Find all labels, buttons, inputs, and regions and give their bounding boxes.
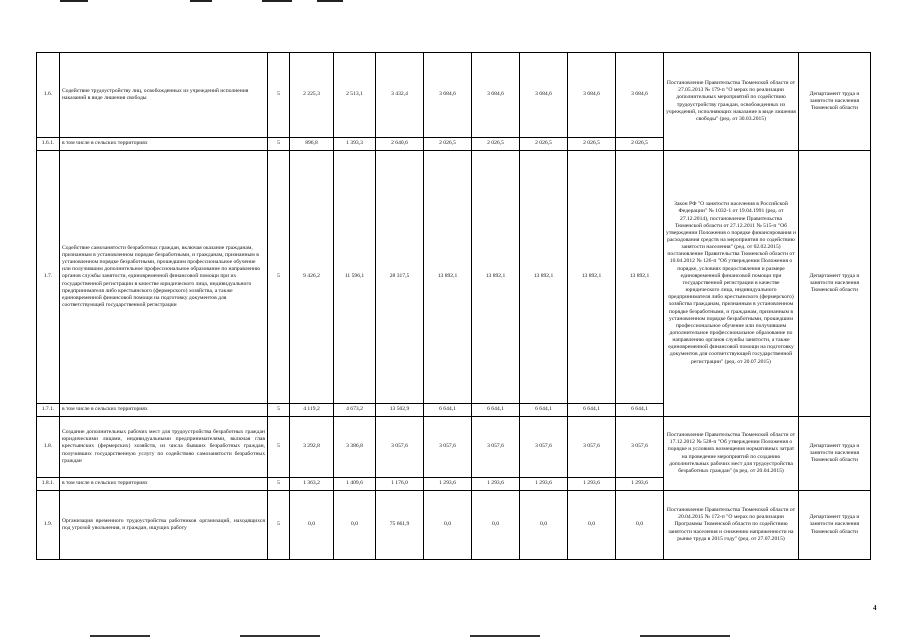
row-number: 1.9.	[37, 491, 60, 560]
value-cell: 2 640,6	[376, 138, 424, 151]
measure-description: в том числе в сельских территориях	[60, 138, 268, 151]
unit-cell: 5	[268, 404, 290, 417]
row-number: 1.6.1.	[37, 138, 60, 151]
value-cell: 0,0	[424, 491, 472, 560]
value-cell: 3 684,6	[472, 53, 520, 138]
responsible-executor: Департамент труда и занятости населения Тюменской области	[799, 417, 871, 491]
value-cell: 2 026,5	[616, 138, 664, 151]
value-cell: 13 892,1	[616, 151, 664, 404]
unit-cell: 5	[268, 491, 290, 560]
measure-description: в том числе в сельских территориях	[60, 478, 268, 491]
legal-basis: Закон РФ "О занятости населения в Российской Федерации" № 1032-1 от 19.04.1991 (ред. от 27.12.2014), постановление Правительства Тюменской области от 27.12.2011 № 515-п "Об утверждении Положения о порядке финансирования и расходования средств на мероприятия по содействию занятости населения" (ред. от 02.02.2015) постановление Правительства Тюменской области от 10.04.2012 № 126-п "Об утверждении Положения о порядке, условиях предоставления и размере единовременной финансовой помощи при государственной регистрации в качестве юридического лица, индивидуального предпринимателя либо крестьянского (фермерского) хозяйства гражданам, признанным в установленном порядке безработными, и гражданам, признанным в установленном порядке безработными, прошедшим профессиональное обучение или получившим дополнительное профессиональное образование по направлению органов службы занятости, а также единовременной финансовой помощи на подготовку документов для соответствующей государственной регистрации" (ред. от 20.07.2015)	[664, 151, 799, 417]
value-cell: 4 119,2	[290, 404, 334, 417]
unit-cell: 5	[268, 138, 290, 151]
page-number: 4	[873, 604, 877, 612]
value-cell: 1 293,6	[568, 478, 616, 491]
row-number: 1.6.	[37, 53, 60, 138]
value-cell: 3 057,6	[472, 417, 520, 478]
scan-edge-top	[0, 0, 905, 4]
value-cell: 13 892,1	[568, 151, 616, 404]
table-row	[37, 53, 871, 138]
value-cell: 3 057,6	[424, 417, 472, 478]
value-cell: 1 409,6	[334, 478, 376, 491]
value-cell: 2 026,5	[520, 138, 568, 151]
row-number: 1.7.	[37, 151, 60, 404]
value-cell: 3 684,6	[424, 53, 472, 138]
value-cell: 2 026,5	[472, 138, 520, 151]
budget-table	[36, 52, 871, 560]
value-cell: 1 293,6	[472, 478, 520, 491]
responsible-executor: Департамент труда и занятости населения Тюменской области	[799, 151, 871, 417]
value-cell: 6 644,1	[472, 404, 520, 417]
measure-description: в том числе в сельских территориях	[60, 404, 268, 417]
unit-cell: 5	[268, 53, 290, 138]
unit-cell: 5	[268, 151, 290, 404]
value-cell: 6 644,1	[520, 404, 568, 417]
value-cell: 3 684,6	[520, 53, 568, 138]
table-row	[37, 417, 871, 478]
value-cell: 1 393,3	[334, 138, 376, 151]
value-cell: 75 661,9	[376, 491, 424, 560]
legal-basis: Постановление Правительства Тюменской области от 20.04.2015 № 172-п "О мерах по реализации Программы Тюменской области по содействию занятости населения и снижению напряженности на рынке труда в 2015 году" (ред. от 27.07.2015)	[664, 491, 799, 560]
value-cell: 0,0	[616, 491, 664, 560]
value-cell: 9 426,2	[290, 151, 334, 404]
value-cell: 6 644,1	[616, 404, 664, 417]
measure-description: Организация временного трудоустройства работников организаций, находящихся под угрозой увольнения, и граждан, ищущих работу	[60, 491, 268, 560]
value-cell: 3 057,6	[616, 417, 664, 478]
legal-basis: Постановление Правительства Тюменской области от 17.12.2012 № 528-п "Об утверждении Положения о порядке и условиях возмещения нормативных затрат на проведение мероприятий по созданию дополнительных рабочих мест для трудоустройства безработных граждан" (в ред. от 20.04.2015)	[664, 417, 799, 491]
value-cell: 13 892,1	[472, 151, 520, 404]
measure-description: Содействие трудоустройству лиц, освобожденных из учреждений исполнения наказаний в виде лишения свободы	[60, 53, 268, 138]
responsible-executor: Департамент труда и занятости населения Тюменской области	[799, 53, 871, 151]
value-cell: 3 386,8	[334, 417, 376, 478]
value-cell: 13 502,9	[376, 404, 424, 417]
value-cell: 3 684,6	[568, 53, 616, 138]
value-cell: 3 432,4	[376, 53, 424, 138]
value-cell: 0,0	[568, 491, 616, 560]
value-cell: 1 363,2	[290, 478, 334, 491]
measure-description: Создание дополнительных рабочих мест для трудоустройства безработных граждан юридическими лицами, индивидуальными предпринимателями, включая глав крестьянских (фермерских) хозяйств, из числа бывших безработных граждан, получивших государственную услугу по содействию самозанятости безработных граждан	[60, 417, 268, 478]
value-cell: 2 026,5	[424, 138, 472, 151]
legal-basis: Постановление Правительства Тюменской области от 27.05.2013 № 179-п "О мерах по реализации дополнительных мероприятий по содействию трудоустройству граждан, освобожденных из учреждений, исполняющих наказание в виде лишения свободы" (ред. от 30.03.2015)	[664, 53, 799, 151]
row-number: 1.8.1.	[37, 478, 60, 491]
scan-edge-bottom	[0, 632, 905, 640]
value-cell: 3 292,8	[290, 417, 334, 478]
value-cell: 13 892,1	[424, 151, 472, 404]
value-cell: 1 176,0	[376, 478, 424, 491]
value-cell: 2 225,3	[290, 53, 334, 138]
value-cell: 13 892,1	[520, 151, 568, 404]
value-cell: 3 057,6	[376, 417, 424, 478]
value-cell: 896,8	[290, 138, 334, 151]
unit-cell: 5	[268, 417, 290, 478]
value-cell: 2 026,5	[568, 138, 616, 151]
value-cell: 11 596,1	[334, 151, 376, 404]
value-cell: 2 513,1	[334, 53, 376, 138]
value-cell: 3 057,6	[520, 417, 568, 478]
value-cell: 4 673,2	[334, 404, 376, 417]
value-cell: 0,0	[290, 491, 334, 560]
value-cell: 0,0	[472, 491, 520, 560]
value-cell: 1 293,6	[424, 478, 472, 491]
table-row	[37, 491, 871, 560]
value-cell: 1 293,6	[616, 478, 664, 491]
measure-description: Содействие самозанятости безработных граждан, включая оказание гражданам, признанным в установленном порядке безработными, и гражданам, признанным в установленном порядке безработными, прошедшим профессиональное обучение или получившим дополнительное профессиональное образование по направлению органов службы занятости, единовременной финансовой помощи при их государственной регистрации в качестве юридического лица, индивидуального предпринимателя либо крестьянского (фермерского) хозяйства, а также единовременной финансовой помощи на подготовку документов для соответствующей государственной регистрации	[60, 151, 268, 404]
row-number: 1.8.	[37, 417, 60, 478]
table-row	[37, 151, 871, 404]
row-number: 1.7.1.	[37, 404, 60, 417]
value-cell: 0,0	[334, 491, 376, 560]
value-cell: 28 317,5	[376, 151, 424, 404]
value-cell: 1 293,6	[520, 478, 568, 491]
responsible-executor: Департамент труда и занятости населения Тюменской области	[799, 491, 871, 560]
value-cell: 3 057,6	[568, 417, 616, 478]
value-cell: 3 684,6	[616, 53, 664, 138]
value-cell: 6 644,1	[568, 404, 616, 417]
value-cell: 0,0	[520, 491, 568, 560]
value-cell: 6 644,1	[424, 404, 472, 417]
unit-cell: 5	[268, 478, 290, 491]
